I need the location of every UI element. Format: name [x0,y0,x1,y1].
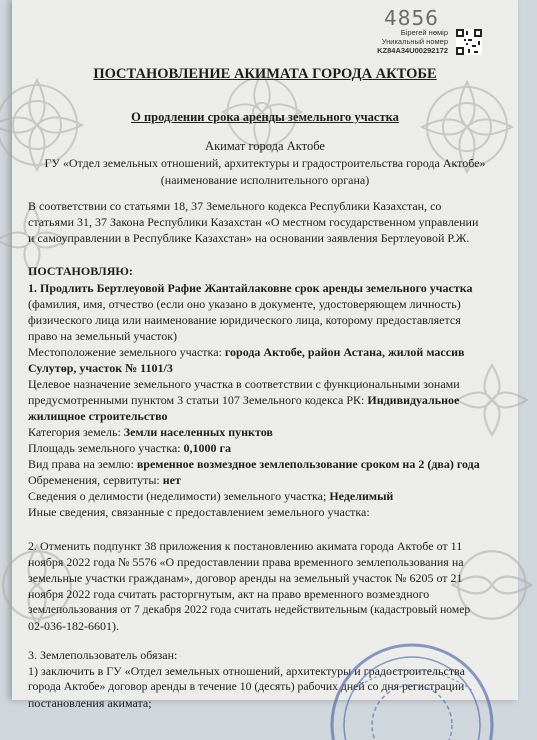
item3-heading: 3. Землепользователь обязан: [28,648,178,662]
document-title: ПОСТАНОВЛЕНИЕ АКИМАТА ГОРОДА АКТОБЕ [93,66,437,82]
area-value: 0,1000 га [183,441,231,455]
item2-line-3: земельные участки гражданам», договор аренды на земельный участок № 6205 от 21 [28,571,463,585]
registration-block [346,28,448,55]
location-value: города Актобе, район Астана, жилой массив [224,345,465,359]
decree-word: ПОСТАНОВЛЯЮ: [28,264,133,278]
item3-line-3: постановления акимата; [28,696,152,710]
document-page [12,0,518,710]
item2-line-2: ноября 2022 года № 5576 «О предоставлении права временного землепользования на [28,555,464,569]
item1-location [28,345,464,360]
item1-note-2: физического лица или наименование юридического лица, которому предоставляется [28,313,461,327]
handwritten-number: 4856 [384,6,439,30]
item2-line-4: ноября 2022 года считать расторгнутым, акт на право временного возмездного [28,587,430,601]
item1-encumbrance [28,473,181,488]
preamble-line-3: и самоуправлении в Республике Казахстан» на основании заявления Бертлеуовой Р.Ж. [28,231,470,245]
item1-heading: 1. Продлить Бертлеуовой Рафие Жантайлаковне срок аренды земельного участка [28,281,473,295]
ornament-mid-right-icon [452,360,532,440]
department: ГУ «Отдел земельных отношений, архитектуры и градостроительства города Актобе» [44,156,486,170]
item1-note-1: (фамилия, имя, отчество (если оно указано в документе, удостоверяющем личность) [28,297,461,311]
item3-line-2: города Актобе» договор аренды в течение 10 (десять) рабочих дней со дня регистрации [28,680,465,693]
issuer: Акимат города Актобе [205,139,325,153]
area-label: Площадь земельного участка: [28,441,181,455]
item1-right [28,457,480,472]
location-label: Местоположение земельного участка: [28,345,222,359]
registration-code: KZ84A34U00292172 [377,46,448,55]
purpose-label: предусмотренными пунктом 3 статьи 107 Земельного кодекса РК: [28,393,365,407]
right-value: временное возмездное землепользование сроком на 2 (два) года [136,457,480,471]
department-note: (наименование исполнительного органа) [160,173,370,187]
registration-label-kz: Бірегей нөмір [400,28,448,37]
registration-label-ru: Уникальный номер [381,37,448,46]
item1-purpose-3: жилищное строительство [28,409,168,423]
encumbrance-label: Обременения, сервитуты: [28,473,160,487]
purpose-value: Индивидуальное [367,393,460,407]
right-label: Вид права на землю: [28,457,134,471]
preamble-line-1: В соответствии со статьями 18, 37 Земельного кодекса Республики Казахстан, со [28,199,442,213]
item2-line-5: землепользования от 7 декабря 2022 года считать недействительным (кадастровый номер [28,603,471,616]
item1-location-2: Сулутөр, участок № 1101/3 [28,361,173,375]
document-subject: О продлении срока аренды земельного участка [131,110,399,124]
item1-category [28,425,273,440]
category-label: Категория земель: [28,425,121,439]
divisibility-value: Неделимый [329,489,394,503]
item1-note-3: право на земельный участок) [28,329,178,343]
item2-line-6: 02-036-182-6601). [28,619,119,633]
category-value: Земли населенных пунктов [123,425,273,439]
item1-divisibility [28,489,393,504]
item1-area [28,441,231,456]
qr-code-icon [456,29,482,55]
item3-line-1: 1) заключить в ГУ «Отдел земельных отношений, архитектуры и градостроительства [28,664,465,678]
item1-purpose-1: Целевое назначение земельного участка в соответствии с функциональными зонами [28,377,460,391]
item1-other: Иные сведения, связанные с предоставлением земельного участка: [28,505,370,519]
encumbrance-value: нет [162,473,181,487]
item1-purpose-2 [28,393,459,408]
item2-line-1: 2. Отменить подпункт 38 приложения к постановлению акимата города Актобе от 11 [28,539,463,553]
preamble-line-2: статьями 31, 37 Закона Республики Казахстан «О местном государственном управлении [28,215,479,229]
divisibility-label: Сведения о делимости (неделимости) земельного участка; [28,489,327,503]
seal-stamp-icon [312,630,512,740]
